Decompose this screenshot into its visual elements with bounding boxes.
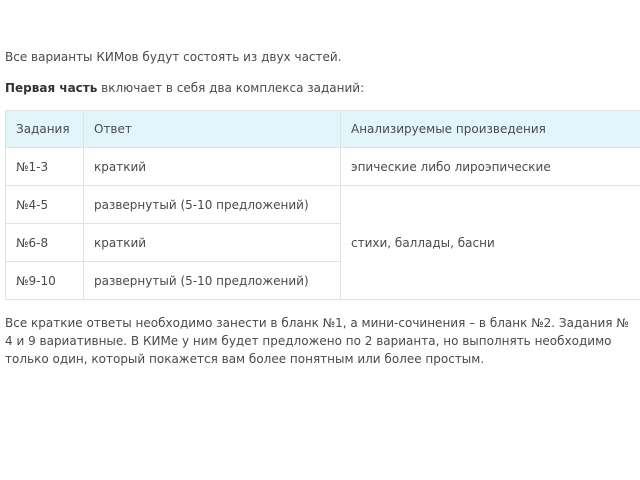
header-tasks: Задания [6,111,84,148]
part1-text: включает в себя два комплекса заданий: [97,81,365,95]
cell-works-merged: стихи, баллады, басни [341,186,640,300]
table-row [6,148,640,186]
cell-task: №1-3 [6,148,84,186]
cell-task: №9-10 [6,262,84,300]
tasks-table [5,110,640,300]
cell-task: №4-5 [6,186,84,224]
cell-answer: краткий [84,148,341,186]
table-row [6,186,640,224]
table-header-row [6,111,640,148]
cell-works: эпические либо лироэпические [341,148,640,186]
cell-answer: краткий [84,224,341,262]
cell-answer: развернутый (5-10 предложений) [84,262,341,300]
header-works: Анализируемые произведения [341,111,640,148]
intro-paragraph: Все варианты КИМов будут состоять из двух частей. [5,50,342,64]
footer-paragraph: Все краткие ответы необходимо занести в бланк №1, а мини-сочинения – в бланк №2. Задания № 4 и 9 вариативные. В КИМе у ним будет предложено по 2 варианта, но выполнять необходимо только один, который покажется вам более понятным или более простым. [5,316,629,366]
cell-answer: развернутый (5-10 предложений) [84,186,341,224]
part1-bold-label: Первая часть [5,81,98,95]
cell-task: №6-8 [6,224,84,262]
header-answer: Ответ [84,111,341,148]
part1-paragraph [5,80,364,96]
